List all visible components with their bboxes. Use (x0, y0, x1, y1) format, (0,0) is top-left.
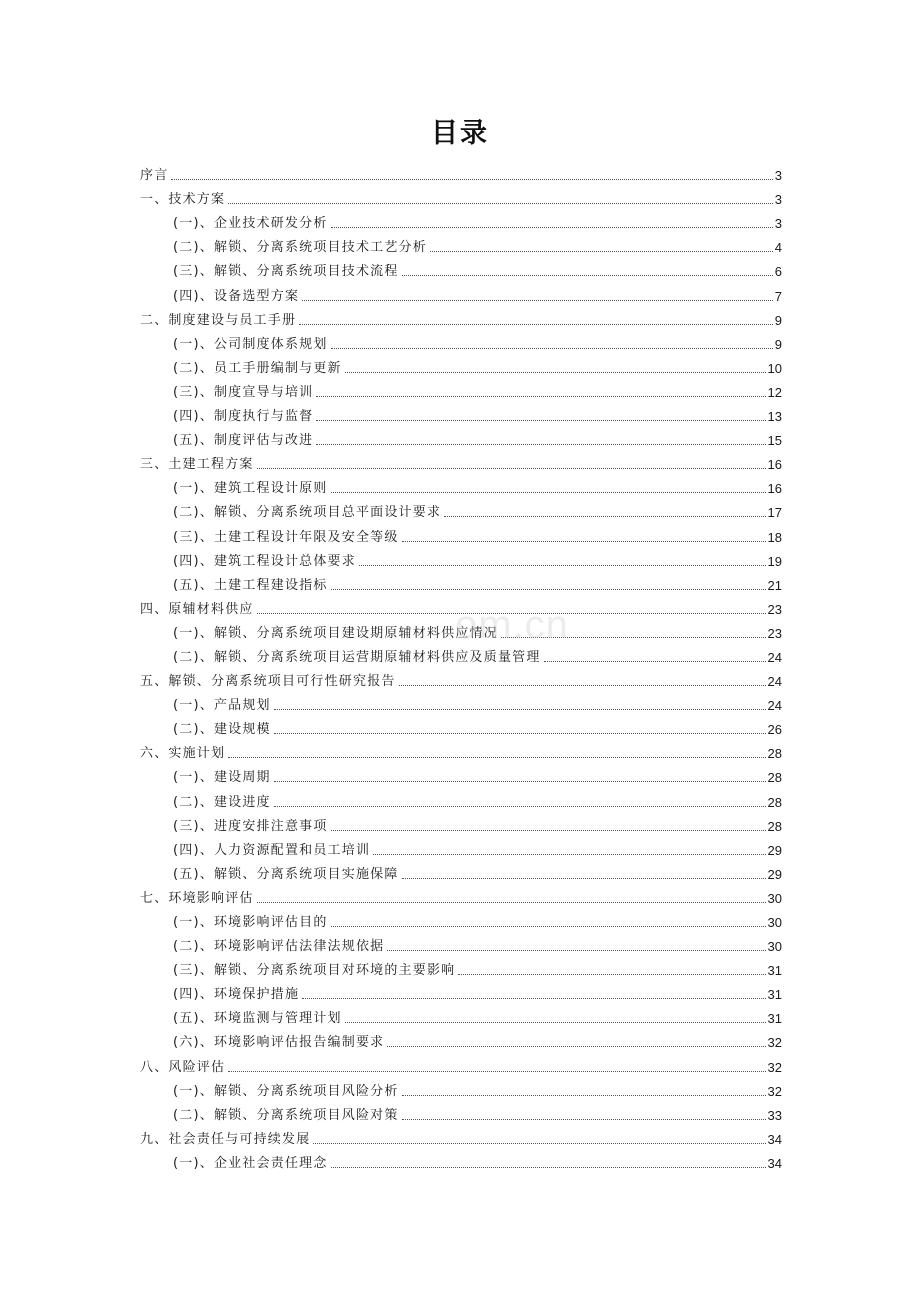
toc-entry-label: (四)、制度执行与监督 (173, 409, 314, 425)
toc-entry-label: (二)、解锁、分离系统项目风险对策 (173, 1107, 399, 1123)
toc-entry-label: 九、社会责任与可持续发展 (140, 1131, 311, 1147)
toc-entry[interactable] (140, 497, 782, 521)
toc-entry[interactable] (140, 1076, 782, 1100)
toc-dot-leader (359, 565, 766, 566)
toc-dot-leader (444, 516, 765, 517)
toc-entry-label: (三)、制度宣导与培训 (173, 384, 314, 400)
toc-entry-label: 四、原辅材料供应 (140, 601, 254, 617)
toc-page-number: 30 (767, 915, 782, 930)
toc-page-number: 30 (767, 939, 782, 955)
toc-page-number: 9 (774, 312, 782, 328)
toc-entry-label: 七、环境影响评估 (140, 890, 254, 906)
toc-entry[interactable] (140, 1148, 782, 1172)
toc-page-number: 12 (767, 384, 782, 400)
toc-entry[interactable] (140, 280, 782, 304)
toc-entry[interactable] (140, 979, 782, 1003)
toc-entry-label: (一)、公司制度体系规划 (173, 336, 328, 352)
toc-dot-leader (402, 878, 766, 879)
toc-dot-leader (399, 685, 766, 686)
toc-dot-leader (402, 275, 773, 276)
toc-entry-label: (五)、解锁、分离系统项目实施保障 (173, 866, 399, 882)
toc-dot-leader (331, 830, 766, 831)
toc-page-number: 17 (767, 505, 782, 521)
toc-entry[interactable] (140, 907, 782, 931)
toc-page-number: 23 (767, 625, 782, 641)
toc-dot-leader (257, 468, 766, 469)
toc-page-number: 24 (767, 649, 782, 665)
toc-page-number: 31 (767, 987, 782, 1003)
toc-dot-leader (402, 1119, 766, 1120)
toc-entry-label: (三)、进度安排注意事项 (173, 818, 328, 834)
toc-entry[interactable] (140, 642, 782, 666)
toc-entry-label: (五)、制度评估与改进 (173, 433, 314, 449)
toc-entry-label: 二、制度建设与员工手册 (140, 312, 297, 328)
toc-page-number: 32 (767, 1083, 782, 1099)
toc-page-number: 9 (774, 336, 782, 352)
toc-page-number: 24 (767, 674, 782, 690)
toc-entry[interactable] (140, 425, 782, 449)
toc-entry-label: (一)、环境影响评估目的 (173, 915, 328, 930)
toc-page-number: 18 (767, 529, 782, 545)
toc-entry[interactable] (140, 232, 782, 256)
toc-dot-leader (274, 806, 766, 807)
toc-entry[interactable] (140, 738, 782, 762)
toc-page-number: 3 (774, 168, 782, 184)
toc-entry[interactable] (140, 859, 782, 883)
toc-title: 目录 (431, 118, 489, 149)
toc-dot-leader (228, 1071, 765, 1072)
toc-page-number: 34 (767, 1131, 782, 1147)
toc-entry-label: (四)、建筑工程设计总体要求 (173, 553, 356, 569)
toc-entry[interactable] (140, 690, 782, 714)
toc-dot-leader (544, 661, 766, 662)
toc-dot-leader (331, 348, 773, 349)
toc-page-number: 33 (767, 1107, 782, 1123)
toc-dot-leader (501, 637, 766, 638)
toc-page-number: 28 (767, 794, 782, 810)
toc-page-number: 3 (774, 216, 782, 232)
toc-page-number: 13 (767, 409, 782, 425)
toc-page-number: 15 (767, 433, 782, 449)
toc-entry-label: 六、实施计划 (140, 746, 226, 762)
toc-entry[interactable] (140, 305, 782, 329)
toc-page-number: 32 (767, 1035, 782, 1051)
toc-page-number: 4 (774, 240, 782, 256)
watermark: om.cn (455, 603, 569, 647)
toc-page-number: 28 (767, 818, 782, 834)
toc-dot-leader (257, 902, 766, 903)
toc-entry-label: (六)、环境影响评估报告编制要求 (173, 1035, 385, 1051)
toc-entry[interactable] (140, 1100, 782, 1124)
toc-entry[interactable] (140, 546, 782, 570)
toc-dot-leader (228, 757, 765, 758)
toc-dot-leader (345, 1022, 766, 1023)
toc-entry-label: (一)、企业社会责任理念 (173, 1155, 328, 1171)
toc-entry-label: 八、风险评估 (140, 1059, 226, 1075)
toc-page-number: 21 (767, 577, 782, 593)
toc-entry-label: (三)、土建工程设计年限及安全等级 (173, 529, 399, 545)
toc-page-number: 19 (767, 553, 782, 569)
toc-entry[interactable] (140, 931, 782, 955)
toc-page-number: 7 (774, 288, 782, 304)
toc-dot-leader (313, 1143, 765, 1144)
toc-entry-label: (二)、环境影响评估法律法规依据 (173, 939, 385, 955)
toc-entry-label: 三、土建工程方案 (140, 457, 254, 473)
toc-page-number: 16 (767, 457, 782, 473)
toc-entry[interactable] (140, 401, 782, 425)
toc-page-number: 6 (774, 264, 782, 280)
toc-dot-leader (458, 974, 765, 975)
toc-list (140, 160, 782, 1172)
toc-entry[interactable] (140, 570, 782, 594)
toc-entry-label: (一)、建筑工程设计原则 (173, 481, 328, 497)
toc-page-number: 28 (767, 770, 782, 786)
toc-dot-leader (274, 709, 766, 710)
toc-entry-label: (三)、解锁、分离系统项目技术流程 (173, 264, 399, 280)
toc-entry[interactable] (140, 955, 782, 979)
toc-page-number: 26 (767, 722, 782, 738)
toc-entry-label: (一)、产品规划 (173, 698, 271, 714)
toc-dot-leader (302, 998, 765, 999)
toc-entry[interactable] (140, 786, 782, 810)
toc-entry[interactable] (140, 666, 782, 690)
toc-entry[interactable] (140, 208, 782, 232)
toc-entry-label: (三)、解锁、分离系统项目对环境的主要影响 (173, 963, 456, 979)
toc-dot-leader (331, 589, 766, 590)
toc-dot-leader (331, 227, 773, 228)
toc-entry[interactable] (140, 762, 782, 786)
toc-dot-leader (171, 179, 772, 180)
toc-entry-label: (一)、建设周期 (173, 770, 271, 786)
toc-entry-label: (一)、企业技术研发分析 (173, 216, 328, 232)
toc-page-number: 32 (767, 1059, 782, 1075)
toc-entry-label: 一、技术方案 (140, 192, 226, 208)
toc-dot-leader (373, 854, 765, 855)
toc-page-number: 29 (767, 842, 782, 858)
toc-page-number: 10 (767, 360, 782, 376)
toc-entry[interactable] (140, 160, 782, 184)
toc-page-number: 31 (767, 963, 782, 979)
toc-dot-leader (274, 733, 766, 734)
toc-dot-leader (387, 950, 765, 951)
toc-entry[interactable] (140, 1124, 782, 1148)
toc-dot-leader (430, 251, 773, 252)
toc-entry-label: (二)、解锁、分离系统项目运营期原辅材料供应及质量管理 (173, 649, 541, 665)
toc-dot-leader (402, 541, 766, 542)
toc-entry-label: (四)、人力资源配置和员工培训 (173, 842, 371, 858)
toc-entry-label: (二)、解锁、分离系统项目技术工艺分析 (173, 240, 427, 256)
toc-entry-label: (四)、设备选型方案 (173, 288, 300, 304)
toc-dot-leader (345, 372, 766, 373)
toc-entry[interactable] (140, 594, 782, 618)
toc-entry[interactable] (140, 883, 782, 907)
toc-entry[interactable] (140, 353, 782, 377)
toc-page-number: 24 (767, 698, 782, 714)
toc-entry[interactable] (140, 521, 782, 545)
toc-entry[interactable] (140, 449, 782, 473)
toc-entry[interactable] (140, 1003, 782, 1027)
toc-entry-label: (二)、建设进度 (173, 794, 271, 810)
toc-page-number: 23 (767, 601, 782, 617)
toc-dot-leader (302, 300, 773, 301)
toc-entry[interactable] (140, 184, 782, 208)
toc-page-number: 3 (774, 192, 782, 208)
toc-entry-label: (一)、解锁、分离系统项目建设期原辅材料供应情况 (173, 625, 498, 641)
toc-entry[interactable] (140, 714, 782, 738)
toc-dot-leader (316, 396, 765, 397)
toc-entry[interactable] (140, 835, 782, 859)
toc-entry-label: (四)、环境保护措施 (173, 987, 300, 1003)
toc-dot-leader (402, 1095, 766, 1096)
toc-dot-leader (299, 324, 773, 325)
toc-entry[interactable] (140, 1051, 782, 1075)
toc-entry[interactable] (140, 618, 782, 642)
toc-entry[interactable] (140, 377, 782, 401)
toc-dot-leader (274, 781, 766, 782)
toc-dot-leader (316, 444, 765, 445)
toc-entry[interactable] (140, 329, 782, 353)
toc-page-number: 29 (767, 866, 782, 882)
toc-dot-leader (331, 492, 766, 493)
toc-entry[interactable] (140, 256, 782, 280)
toc-dot-leader (228, 203, 773, 204)
toc-entry-label: (二)、解锁、分离系统项目总平面设计要求 (173, 505, 442, 521)
toc-dot-leader (387, 1046, 765, 1047)
toc-entry-label: 序言 (140, 168, 169, 184)
toc-entry[interactable] (140, 811, 782, 835)
toc-dot-leader (257, 613, 766, 614)
toc-entry[interactable] (140, 1027, 782, 1051)
toc-entry-label: (五)、环境监测与管理计划 (173, 1011, 342, 1027)
toc-dot-leader (316, 420, 765, 421)
toc-entry-label: (五)、土建工程建设指标 (173, 577, 328, 593)
toc-page-number: 31 (767, 1011, 782, 1027)
toc-page-number: 16 (767, 481, 782, 497)
toc-dot-leader (331, 926, 766, 927)
toc-entry-label: (二)、员工手册编制与更新 (173, 360, 342, 376)
toc-entry-label: (二)、建设规模 (173, 722, 271, 738)
toc-dot-leader (331, 1167, 766, 1168)
toc-page-number: 34 (767, 1155, 782, 1171)
toc-page-number: 28 (767, 746, 782, 762)
toc-entry-label: (一)、解锁、分离系统项目风险分析 (173, 1083, 399, 1099)
toc-entry-label: 五、解锁、分离系统项目可行性研究报告 (140, 674, 396, 690)
toc-page-number: 30 (767, 890, 782, 906)
toc-entry[interactable] (140, 473, 782, 497)
